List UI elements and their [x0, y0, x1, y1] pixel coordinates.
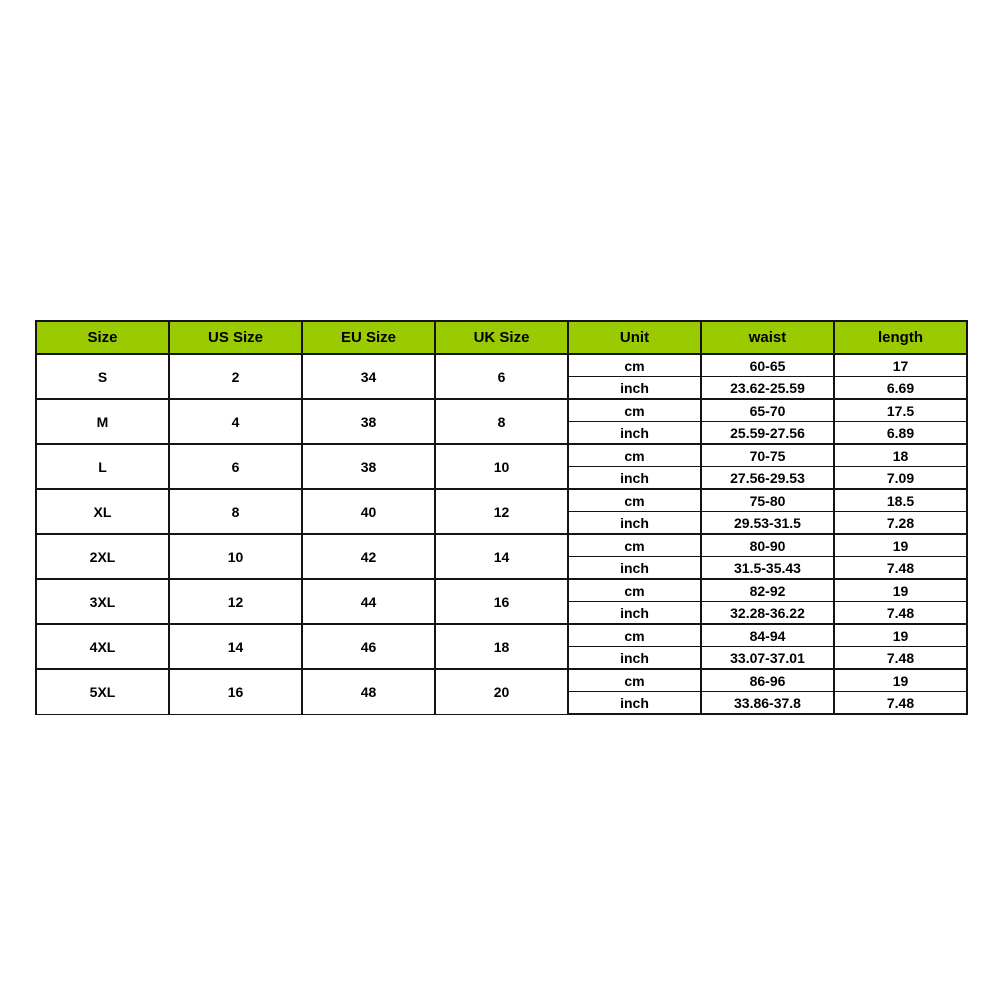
column-header-size: Size — [36, 321, 169, 354]
table-row — [36, 669, 967, 692]
cell-eu-size: 34 — [302, 354, 435, 399]
cell-unit: cm — [568, 534, 701, 557]
table-row — [36, 579, 967, 602]
cell-length: 18.5 — [834, 489, 967, 512]
cell-eu-size: 38 — [302, 444, 435, 489]
cell-eu-size: 40 — [302, 489, 435, 534]
cell-waist: 32.28-36.22 — [701, 602, 834, 625]
cell-waist: 84-94 — [701, 624, 834, 647]
cell-unit: inch — [568, 377, 701, 400]
column-header-waist: waist — [701, 321, 834, 354]
cell-waist: 86-96 — [701, 669, 834, 692]
column-header-us-size: US Size — [169, 321, 302, 354]
cell-us-size: 12 — [169, 579, 302, 624]
cell-waist: 31.5-35.43 — [701, 557, 834, 580]
table-row — [36, 534, 967, 557]
cell-length: 7.09 — [834, 467, 967, 490]
cell-unit: inch — [568, 602, 701, 625]
cell-waist: 25.59-27.56 — [701, 422, 834, 445]
cell-eu-size: 46 — [302, 624, 435, 669]
cell-uk-size: 6 — [435, 354, 568, 399]
cell-us-size: 10 — [169, 534, 302, 579]
cell-length: 19 — [834, 534, 967, 557]
cell-unit: inch — [568, 512, 701, 535]
cell-length: 17 — [834, 354, 967, 377]
column-header-eu-size: EU Size — [302, 321, 435, 354]
cell-us-size: 8 — [169, 489, 302, 534]
cell-size: M — [36, 399, 169, 444]
cell-size: 4XL — [36, 624, 169, 669]
cell-eu-size: 42 — [302, 534, 435, 579]
cell-uk-size: 12 — [435, 489, 568, 534]
cell-waist: 33.86-37.8 — [701, 692, 834, 715]
cell-length: 19 — [834, 624, 967, 647]
column-header-unit: Unit — [568, 321, 701, 354]
cell-waist: 82-92 — [701, 579, 834, 602]
cell-us-size: 14 — [169, 624, 302, 669]
cell-length: 6.69 — [834, 377, 967, 400]
cell-size: 2XL — [36, 534, 169, 579]
table-row — [36, 489, 967, 512]
cell-uk-size: 8 — [435, 399, 568, 444]
cell-size: 3XL — [36, 579, 169, 624]
table-row — [36, 399, 967, 422]
cell-waist: 80-90 — [701, 534, 834, 557]
cell-uk-size: 20 — [435, 669, 568, 714]
table-row — [36, 624, 967, 647]
cell-size: L — [36, 444, 169, 489]
cell-us-size: 4 — [169, 399, 302, 444]
cell-unit: cm — [568, 624, 701, 647]
cell-waist: 27.56-29.53 — [701, 467, 834, 490]
cell-waist: 65-70 — [701, 399, 834, 422]
cell-us-size: 6 — [169, 444, 302, 489]
table-row — [36, 354, 967, 377]
header-row — [36, 321, 967, 354]
cell-unit: cm — [568, 444, 701, 467]
cell-eu-size: 48 — [302, 669, 435, 714]
cell-uk-size: 16 — [435, 579, 568, 624]
cell-unit: cm — [568, 354, 701, 377]
cell-waist: 29.53-31.5 — [701, 512, 834, 535]
cell-length: 6.89 — [834, 422, 967, 445]
cell-uk-size: 18 — [435, 624, 568, 669]
cell-us-size: 16 — [169, 669, 302, 714]
table-row — [36, 444, 967, 467]
cell-unit: inch — [568, 557, 701, 580]
cell-size: XL — [36, 489, 169, 534]
cell-waist: 75-80 — [701, 489, 834, 512]
cell-unit: cm — [568, 579, 701, 602]
column-header-uk-size: UK Size — [435, 321, 568, 354]
cell-length: 7.48 — [834, 692, 967, 715]
cell-unit: inch — [568, 647, 701, 670]
cell-length: 7.28 — [834, 512, 967, 535]
cell-length: 19 — [834, 669, 967, 692]
cell-unit: cm — [568, 399, 701, 422]
cell-uk-size: 14 — [435, 534, 568, 579]
cell-unit: cm — [568, 669, 701, 692]
cell-waist: 33.07-37.01 — [701, 647, 834, 670]
cell-size: 5XL — [36, 669, 169, 714]
cell-waist: 70-75 — [701, 444, 834, 467]
cell-waist: 60-65 — [701, 354, 834, 377]
cell-unit: inch — [568, 692, 701, 715]
cell-length: 7.48 — [834, 602, 967, 625]
cell-length: 18 — [834, 444, 967, 467]
size-chart-table — [35, 320, 968, 715]
cell-us-size: 2 — [169, 354, 302, 399]
cell-eu-size: 44 — [302, 579, 435, 624]
cell-unit: inch — [568, 422, 701, 445]
cell-eu-size: 38 — [302, 399, 435, 444]
cell-length: 17.5 — [834, 399, 967, 422]
cell-length: 7.48 — [834, 647, 967, 670]
cell-uk-size: 10 — [435, 444, 568, 489]
cell-unit: inch — [568, 467, 701, 490]
column-header-length: length — [834, 321, 967, 354]
cell-size: S — [36, 354, 169, 399]
cell-length: 19 — [834, 579, 967, 602]
cell-length: 7.48 — [834, 557, 967, 580]
cell-unit: cm — [568, 489, 701, 512]
cell-waist: 23.62-25.59 — [701, 377, 834, 400]
